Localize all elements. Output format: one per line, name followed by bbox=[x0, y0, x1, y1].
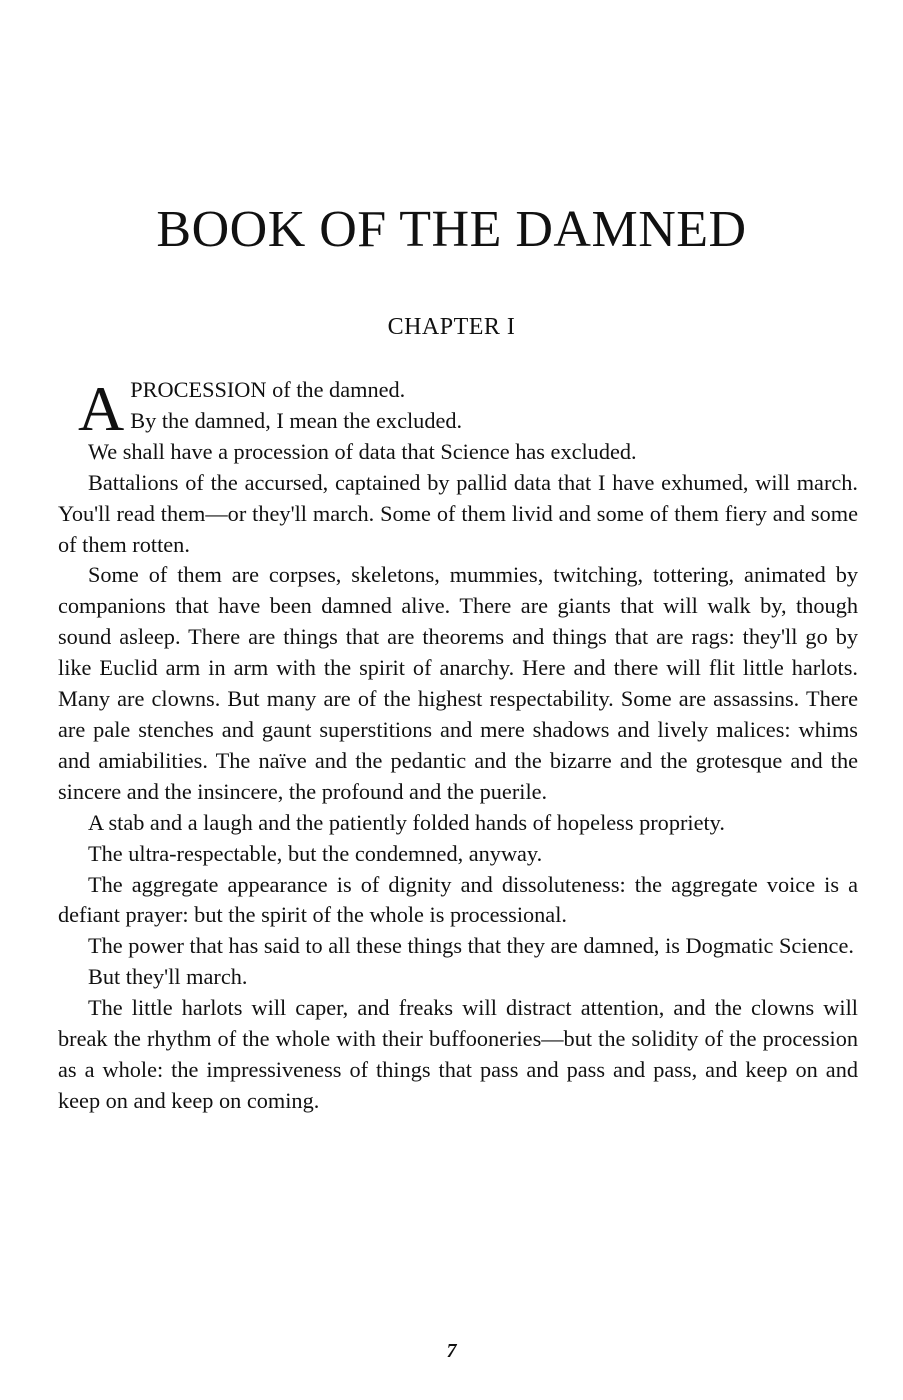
paragraph-opening bbox=[58, 373, 858, 444]
paragraph: The little harlots will caper, and freaks will distract attention, and the clowns will break the rhythm of the whole with their buffooneries—but the solidity of the procession as a whole: the impressiveness of things that pass and pass and pass, and keep on and keep on and keep on coming. bbox=[58, 995, 858, 1113]
paragraph: Some of them are corpses, skeletons, mummies, twitching, tottering, animated by companions that have been damned alive. There are giants that will walk by, though sound asleep. There are things that are theorems and things that are rags: they'll go by like Euclid arm in arm with the spirit of anarchy. Here and there will flit little harlots. Many are clowns. But many are of the highest respectability. Some are assassins. There are pale stenches and gaunt superstitions and mere shadows and lively malices: whims and amiabilities. The naïve and the pedantic and the bizarre and the grotesque and the sincere and the insincere, the profound and the puerile. bbox=[58, 562, 858, 804]
paragraph: The ultra-respectable, but the condemned, anyway. bbox=[88, 840, 543, 866]
paragraph: The aggregate appearance is of dignity and dissoluteness: the aggregate voice is a defiant prayer: but the spirit of the whole is processional. bbox=[58, 871, 858, 928]
paragraph: Battalions of the accursed, captained by pallid data that I have exhumed, will march. You'll read them—or they'll march. Some of them livid and some of them fiery and some of them rotten. bbox=[58, 469, 858, 557]
opening-line: PROCESSION of the damned. bbox=[130, 377, 406, 402]
paragraph: We shall have a procession of data that Science has excluded. bbox=[88, 438, 637, 464]
paragraph: The power that has said to all these things that they are damned, is Dogmatic Science. bbox=[88, 933, 854, 959]
chapter-heading: CHAPTER I bbox=[387, 314, 516, 340]
drop-cap: A bbox=[78, 373, 125, 444]
chapter-body bbox=[58, 375, 858, 1117]
paragraph: But they'll march. bbox=[88, 964, 248, 990]
page-number: 7 bbox=[446, 1340, 457, 1362]
paragraph-text: By the damned, I mean the excluded. bbox=[130, 407, 463, 433]
book-title: BOOK OF THE DAMNED bbox=[156, 201, 747, 258]
paragraph: A stab and a laugh and the patiently folded hands of hopeless propriety. bbox=[88, 809, 725, 835]
